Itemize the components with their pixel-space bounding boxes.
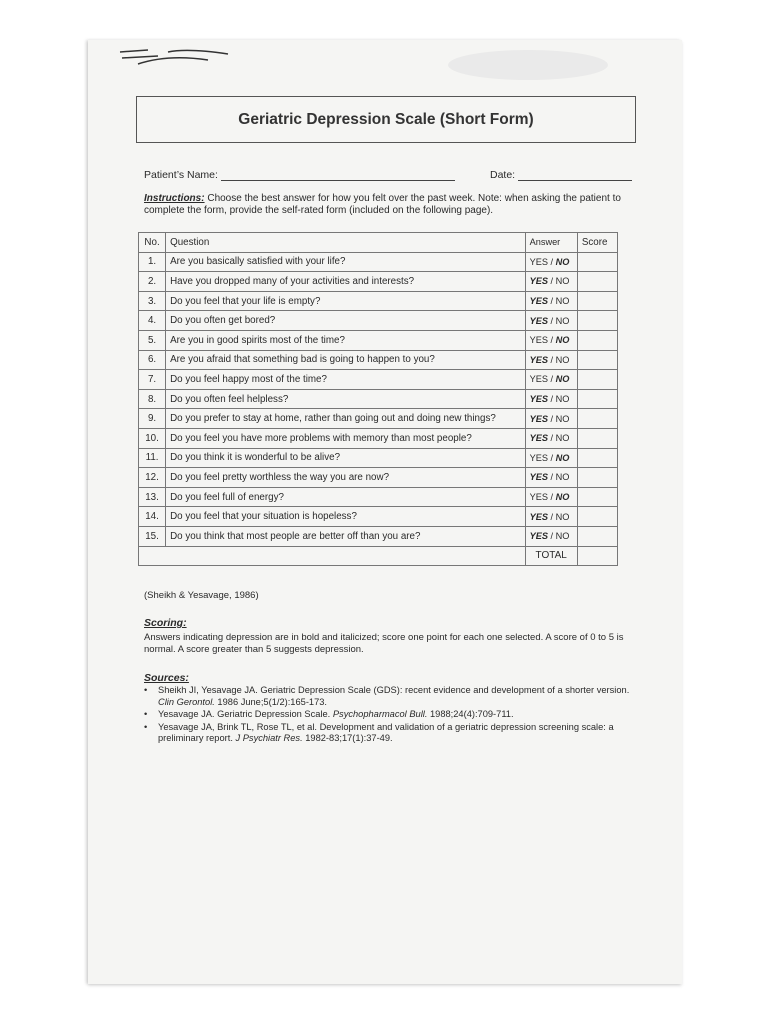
answer-no[interactable]: NO: [555, 472, 570, 483]
score-cell[interactable]: [577, 370, 617, 390]
answer-yes[interactable]: YES: [529, 276, 548, 287]
sources-list: [144, 685, 634, 746]
question-number: 14.: [139, 507, 166, 527]
answer-yes[interactable]: YES: [529, 413, 548, 424]
answer-options[interactable]: YES / NO: [525, 272, 577, 292]
answer-yes[interactable]: YES: [529, 433, 548, 444]
answer-yes[interactable]: YES: [529, 531, 548, 542]
date-label: Date:: [490, 169, 516, 181]
answer-no[interactable]: NO: [555, 276, 570, 287]
table-row: [139, 526, 618, 546]
answer-no[interactable]: NO: [555, 413, 570, 424]
question-text: Do you often feel helpless?: [166, 389, 526, 409]
table-row: [139, 507, 618, 527]
answer-no[interactable]: NO: [555, 433, 570, 444]
answer-no[interactable]: NO: [555, 492, 570, 503]
paper-smudge: [448, 50, 608, 80]
source-item: [144, 709, 634, 721]
table-row: [139, 389, 618, 409]
answer-yes[interactable]: YES: [529, 511, 548, 522]
answer-options[interactable]: YES / NO: [525, 409, 577, 429]
answer-options[interactable]: YES / NO: [525, 428, 577, 448]
question-text: Are you in good spirits most of the time?: [166, 330, 526, 350]
table-row: [139, 448, 618, 468]
question-text: Do you feel happy most of the time?: [166, 370, 526, 390]
source-item: [144, 685, 634, 708]
answer-options[interactable]: YES / NO: [525, 252, 577, 272]
table-row: [139, 487, 618, 507]
score-cell[interactable]: [577, 272, 617, 292]
score-cell[interactable]: [577, 350, 617, 370]
table-row: [139, 252, 618, 272]
source-journal: Psychopharmacol Bull.: [332, 709, 428, 719]
question-text: Do you prefer to stay at home, rather than going out and doing new things?: [166, 409, 526, 429]
header-no: No.: [139, 233, 166, 253]
question-text: Are you basically satisfied with your life?: [166, 252, 526, 272]
source-item: [144, 722, 634, 745]
source-journal: J Psychiatr Res.: [235, 733, 303, 743]
answer-no[interactable]: NO: [555, 511, 570, 522]
answer-yes[interactable]: YES: [529, 256, 548, 267]
answer-yes[interactable]: YES: [529, 315, 548, 326]
instructions-text: Choose the best answer for how you felt over the past week. Note: when asking the patient to complete the form, provide the self-rated form (included on the following page).: [144, 193, 621, 216]
citation: (Sheikh & Yesavage, 1986): [144, 590, 259, 601]
header-answer: Answer: [525, 233, 577, 253]
question-number: 1.: [139, 252, 166, 272]
score-cell[interactable]: [577, 526, 617, 546]
gds-table: [138, 232, 618, 566]
date-line[interactable]: [518, 170, 632, 181]
question-number: 3.: [139, 291, 166, 311]
table-row: [139, 370, 618, 390]
question-text: Do you feel that your life is empty?: [166, 291, 526, 311]
answer-no[interactable]: NO: [555, 296, 570, 307]
answer-yes[interactable]: YES: [529, 354, 548, 365]
source-text: Yesavage JA. Geriatric Depression Scale.: [158, 709, 333, 719]
source-details: 1988;24(4):709-711.: [427, 709, 514, 719]
question-number: 12.: [139, 468, 166, 488]
answer-no[interactable]: NO: [555, 374, 570, 385]
total-row: [139, 546, 618, 566]
question-number: 2.: [139, 272, 166, 292]
question-number: 5.: [139, 330, 166, 350]
instructions: [144, 193, 644, 217]
table-row: [139, 272, 618, 292]
table-row: [139, 291, 618, 311]
table-row: [139, 409, 618, 429]
answer-no[interactable]: NO: [555, 452, 570, 463]
instructions-lead: Instructions:: [144, 193, 205, 204]
answer-no[interactable]: NO: [555, 256, 570, 267]
total-score-cell[interactable]: [577, 546, 617, 566]
scoring-text: Answers indicating depression are in bold and italicized; score one point for each one selected. A score of 0 to 5 is normal. A score greater than 5 suggests depression.: [144, 632, 624, 655]
answer-no[interactable]: NO: [555, 394, 570, 405]
score-cell[interactable]: [577, 330, 617, 350]
source-details: 1986 June;5(1/2):165-173.: [214, 696, 328, 707]
question-text: Do you feel full of energy?: [166, 487, 526, 507]
patient-name-label: Patient’s Name:: [144, 169, 218, 181]
answer-no[interactable]: NO: [555, 335, 570, 346]
header-score: Score: [577, 233, 617, 253]
scoring-heading: Scoring:: [144, 617, 187, 629]
table-body: [139, 252, 618, 546]
answer-yes[interactable]: YES: [529, 374, 548, 385]
patient-name-field[interactable]: [144, 169, 455, 181]
question-text: Do you feel you have more problems with memory than most people?: [166, 428, 526, 448]
header-question: Question: [166, 233, 526, 253]
question-number: 8.: [139, 389, 166, 409]
total-blank: [139, 546, 526, 566]
question-number: 6.: [139, 350, 166, 370]
source-text: Yesavage JA, Brink TL, Rose TL, et al. Development and validation of a geriatric depression screening scale: a preliminary report.: [158, 721, 614, 743]
form-sheet: [88, 40, 682, 984]
source-text: Sheikh JI, Yesavage JA. Geriatric Depression Scale (GDS): recent evidence and development of a shorter version.: [158, 685, 630, 695]
score-cell[interactable]: [577, 468, 617, 488]
table-row: [139, 428, 618, 448]
form-title: Geriatric Depression Scale (Short Form): [238, 110, 534, 128]
handwritten-scribble: [118, 46, 238, 72]
question-text: Do you often get bored?: [166, 311, 526, 331]
score-cell[interactable]: [577, 291, 617, 311]
score-cell[interactable]: [577, 409, 617, 429]
score-cell[interactable]: [577, 428, 617, 448]
answer-yes[interactable]: YES: [529, 452, 548, 463]
answer-options[interactable]: YES / NO: [525, 330, 577, 350]
table-row: [139, 468, 618, 488]
score-cell[interactable]: [577, 311, 617, 331]
question-text: Are you afraid that something bad is going to happen to you?: [166, 350, 526, 370]
score-cell[interactable]: [577, 448, 617, 468]
answer-options[interactable]: YES / NO: [525, 468, 577, 488]
answer-options[interactable]: YES / NO: [525, 526, 577, 546]
answer-yes[interactable]: YES: [529, 472, 548, 483]
answer-options[interactable]: YES / NO: [525, 389, 577, 409]
question-text: Do you feel that your situation is hopeless?: [166, 507, 526, 527]
question-text: Have you dropped many of your activities and interests?: [166, 272, 526, 292]
patient-name-line[interactable]: [221, 170, 455, 181]
answer-no[interactable]: NO: [555, 531, 570, 542]
answer-options[interactable]: YES / NO: [525, 487, 577, 507]
answer-yes[interactable]: YES: [529, 492, 548, 503]
table-header-row: [139, 233, 618, 253]
score-cell[interactable]: [577, 507, 617, 527]
table-row: [139, 330, 618, 350]
score-cell[interactable]: [577, 252, 617, 272]
question-text: Do you think it is wonderful to be alive?: [166, 448, 526, 468]
answer-options[interactable]: YES / NO: [525, 507, 577, 527]
answer-no[interactable]: NO: [555, 315, 570, 326]
question-number: 15.: [139, 526, 166, 546]
score-cell[interactable]: [577, 389, 617, 409]
date-field[interactable]: [490, 169, 632, 181]
total-label: TOTAL: [525, 546, 577, 566]
table-row: [139, 311, 618, 331]
question-number: 11.: [139, 448, 166, 468]
answer-options[interactable]: YES / NO: [525, 350, 577, 370]
answer-yes[interactable]: YES: [529, 394, 548, 405]
table-row: [139, 350, 618, 370]
question-number: 13.: [139, 487, 166, 507]
score-cell[interactable]: [577, 487, 617, 507]
title-box: [136, 96, 636, 143]
source-details: 1982-83;17(1):37-49.: [302, 733, 393, 743]
answer-options[interactable]: YES / NO: [525, 311, 577, 331]
question-text: Do you think that most people are better off than you are?: [166, 526, 526, 546]
answer-options[interactable]: YES / NO: [525, 370, 577, 390]
answer-options[interactable]: YES / NO: [525, 448, 577, 468]
question-text: Do you feel pretty worthless the way you are now?: [166, 468, 526, 488]
question-number: 4.: [139, 311, 166, 331]
answer-options[interactable]: YES / NO: [525, 291, 577, 311]
answer-yes[interactable]: YES: [529, 335, 548, 346]
answer-no[interactable]: NO: [555, 354, 570, 365]
question-number: 9.: [139, 409, 166, 429]
question-number: 10.: [139, 428, 166, 448]
answer-yes[interactable]: YES: [529, 296, 548, 307]
source-journal: Clin Gerontol.: [158, 696, 215, 707]
question-number: 7.: [139, 370, 166, 390]
sources-heading: Sources:: [144, 672, 189, 684]
